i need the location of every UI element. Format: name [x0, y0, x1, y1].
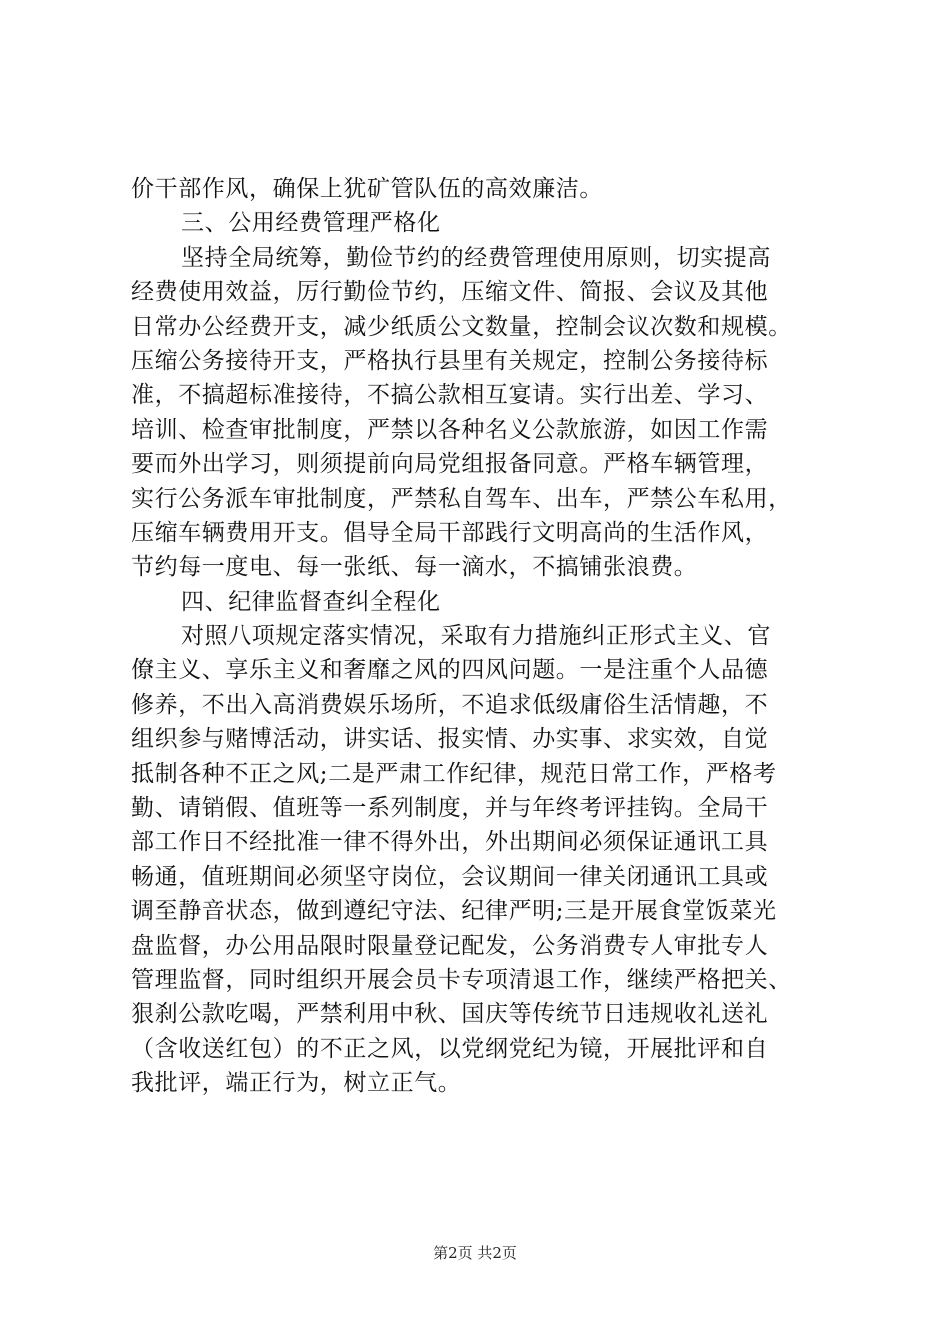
- text-line: 我批评，端正行为，树立正气。: [131, 1070, 462, 1097]
- text-line: 要而外出学习，则须提前向局党组报备同意。严格车辆管理，: [131, 451, 769, 478]
- text-line: 价干部作风，确保上犹矿管队伍的高效廉洁。: [131, 176, 603, 202]
- text-line: 对照八项规定落实情况，采取有力措施纠正形式主义、官: [181, 623, 771, 650]
- text-line: 准，不搞超标准接待，不搞公款相互宴请。实行出差、学习、: [131, 382, 769, 409]
- section-heading: 四、纪律监督查纠全程化: [181, 588, 441, 615]
- text-line: （含收送红包）的不正之风，以党纲党纪为镜，开展批评和自: [131, 1035, 769, 1062]
- text-line: 压缩公务接待开支，严格执行县里有关规定，控制公务接待标: [131, 347, 769, 374]
- text-line: 调至静音状态，做到遵纪守法、纪律严明;三是开展食堂饭菜光: [131, 898, 777, 925]
- text-line: 部工作日不经批准一律不得外出，外出期间必须保证通讯工具: [131, 829, 769, 856]
- text-line: 压缩车辆费用开支。倡导全局干部践行文明高尚的生活作风，: [131, 519, 769, 546]
- text-line: 盘监督，办公用品限时限量登记配发，公务消费专人审批专人: [131, 932, 769, 959]
- text-line: 组织参与赌博活动，讲实话、报实情、办实事、求实效，自觉: [131, 726, 769, 753]
- text-line: 畅通，值班期间必须坚守岗位，会议期间一律关闭通讯工具或: [131, 863, 769, 890]
- text-line: 日常办公经费开支，减少纸质公文数量，控制会议次数和规模。: [131, 313, 792, 340]
- text-line: 节约每一度电、每一张纸、每一滴水，不搞铺张浪费。: [131, 554, 698, 581]
- text-line: 经费使用效益，厉行勤俭节约，压缩文件、简报、会议及其他: [131, 279, 769, 306]
- document-body: [131, 172, 836, 1101]
- section-heading: 三、公用经费管理严格化: [181, 210, 441, 237]
- text-line: 实行公务派车审批制度，严禁私自驾车、出车，严禁公车私用，: [131, 485, 792, 512]
- text-line: 管理监督，同时组织开展会员卡专项清退工作，继续严格把关、: [131, 966, 792, 993]
- text-line: 狠刹公款吃喝，严禁利用中秋、国庆等传统节日违规收礼送礼: [131, 1001, 769, 1028]
- text-line: 培训、检查审批制度，严禁以各种名义公款旅游，如因工作需: [131, 416, 769, 443]
- text-line: 勤、请销假、值班等一系列制度，并与年终考评挂钩。全局干: [131, 795, 769, 822]
- page-number-footer: 第2页 共2页: [433, 1244, 517, 1262]
- text-line: 僚主义、享乐主义和奢靡之风的四风问题。一是注重个人品德: [131, 657, 769, 684]
- text-line: 抵制各种不正之风;二是严肃工作纪律，规范日常工作，严格考: [131, 760, 777, 787]
- text-line: 坚持全局统筹，勤俭节约的经费管理使用原则，切实提高: [181, 244, 771, 271]
- text-line: 修养，不出入高消费娱乐场所，不追求低级庸俗生活情趣，不: [131, 691, 769, 718]
